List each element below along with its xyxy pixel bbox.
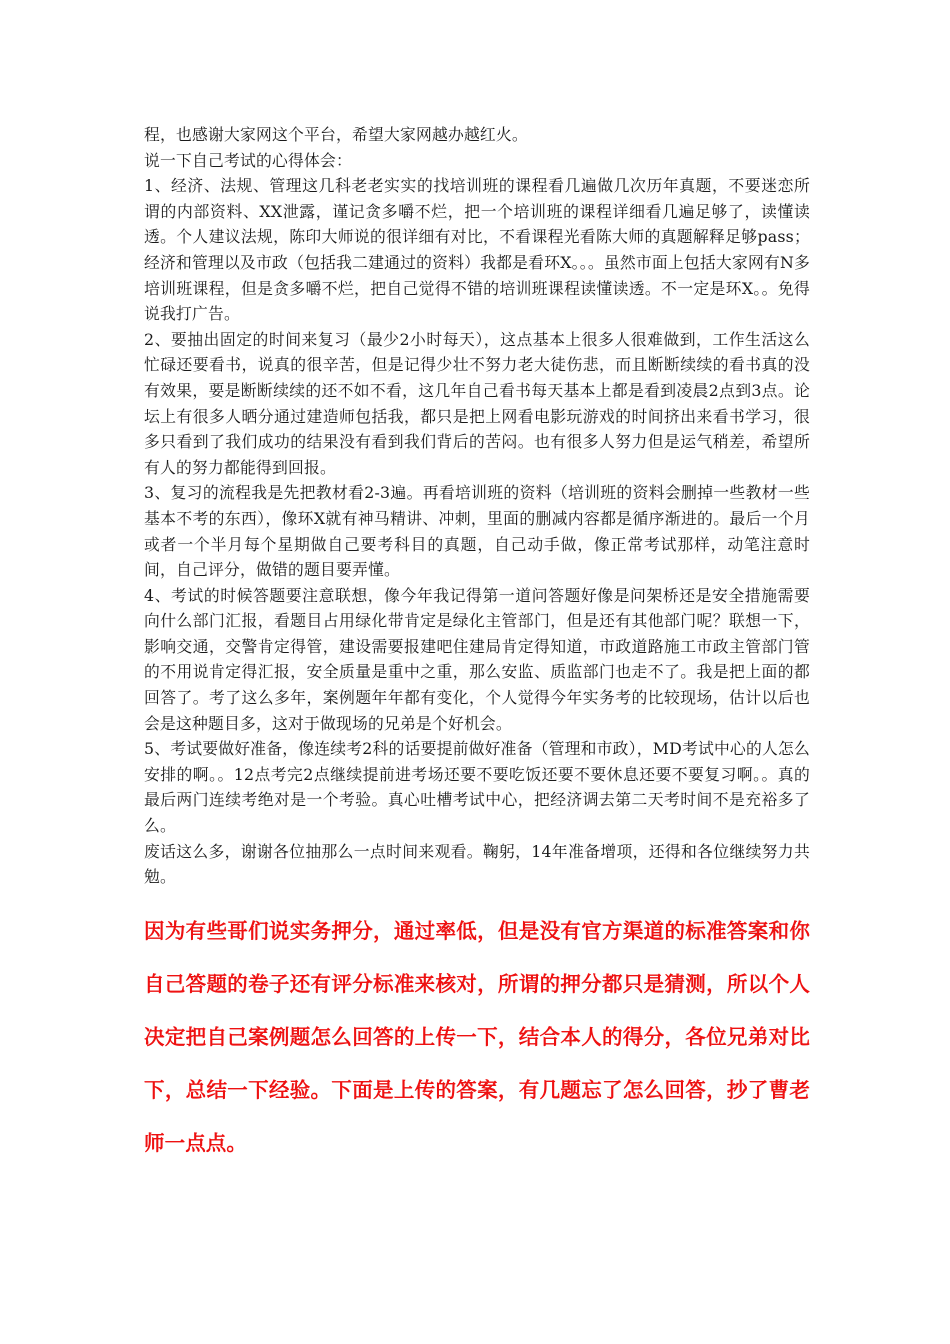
paragraph-point-3: 3、复习的流程我是先把教材看2-3遍。再看培训班的资料（培训班的资料会删掉一些教材一些基本不考的东西），像环X就有神马精讲、冲刺，里面的删减内容都是循序渐进的。最后一个月或者一个半月每个星期做自己要考科目的真题，自己动手做，像正常考试那样，动笔注意时间，自己评分，做错的题目要弄懂。 — [144, 483, 810, 580]
paragraph-intro-closing: 程，也感谢大家网这个平台，希望大家网越办越红火。 — [144, 125, 528, 144]
paragraph-closing: 废话这么多，谢谢各位抽那么一点时间来观看。鞠躬，14年准备增项，还得和各位继续努力共勉。 — [144, 841, 810, 887]
document-content — [144, 122, 810, 1170]
paragraph-point-1: 1、经济、法规、管理这几科老老实实的找培训班的课程看几遍做几次历年真题，不要迷恋所谓的内部资料、XX泄露，谨记贪多嚼不烂，把一个培训班的课程详细看几遍足够了，读懂读透。个人建议法规，陈印大师说的很详细有对比，不看课程光看陈大师的真题解释足够pass；经济和管理以及市政（包括我二建通过的资料）我都是看环X。。。虽然市面上包括大家网有N多培训班课程，但是贪多嚼不烂，把自己觉得不错的培训班课程读懂读透。不一定是环X。。免得说我打广告。 — [144, 176, 810, 324]
paragraph-point-2: 2、要抽出固定的时间来复习（最少2小时每天），这点基本上很多人很难做到，工作生活这么忙碌还要看书，说真的很辛苦，但是记得少壮不努力老大徒伤悲，而且断断续续的看书真的没有效果，要是断断续续的还不如不看，这几年自己看书每天基本上都是看到凌晨2点到3点。论坛上有很多人晒分通过建造师包括我，都只是把上网看电影玩游戏的时间挤出来看书学习，很多只看到了我们成功的结果没有看到我们背后的苦闷。也有很多人努力但是运气稍差，希望所有人的努力都能得到回报。 — [144, 329, 810, 477]
body-text — [144, 122, 810, 890]
highlight-paragraph: 因为有些哥们说实务押分，通过率低，但是没有官方渠道的标准答案和你自己答题的卷子还有评分标准来核对，所谓的押分都只是猜测，所以个人决定把自己案例题怎么回答的上传一下，结合本人的得分，各位兄弟对比下，总结一下经验。下面是上传的答案，有几题忘了怎么回答，抄了曹老师一点点。 — [144, 918, 810, 1155]
paragraph-point-4: 4、考试的时候答题要注意联想，像今年我记得第一道问答题好像是问架桥还是安全措施需要向什么部门汇报，看题目占用绿化带肯定是绿化主管部门，但是还有其他部门呢？联想一下，影响交通，交警肯定得管，建设需要报建吧住建局肯定得知道，市政道路施工市政主管部门管的不用说肯定得汇报，安全质量是重中之重，那么安监、质监部门也走不了。我是把上面的都回答了。考了这么多年，案例题年年都有变化，个人觉得今年实务考的比较现场，估计以后也会是这种题目多，这对于做现场的兄弟是个好机会。 — [144, 585, 810, 733]
paragraph-experience-heading: 说一下自己考试的心得体会： — [144, 150, 352, 170]
paragraph-point-5: 5、考试要做好准备，像连续考2科的话要提前做好准备（管理和市政），MD考试中心的人怎么安排的啊。。12点考完2点继续提前进考场还要不要吃饭还要不要休息还要不要复习啊。。真的最后两门连续考绝对是一个考验。真心吐槽考试中心，把经济调去第二天考时间不是充裕多了么。 — [144, 739, 810, 836]
highlight-note — [144, 905, 810, 1170]
